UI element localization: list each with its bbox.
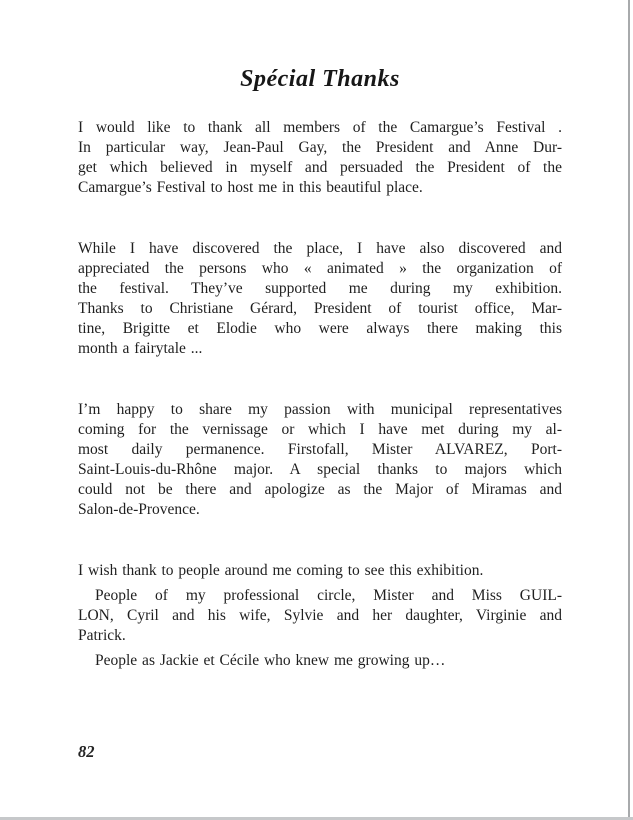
text-line: month a fairytale ... <box>78 340 203 357</box>
text-line: coming for the vernissage or which I have met during my al- <box>78 421 562 438</box>
text-line: most daily permanence. Firstofall, Mister ALVAREZ, Port- <box>78 441 562 458</box>
paragraph <box>78 651 562 671</box>
text-line: LON, Cyril and his wife, Sylvie and her daughter, Virginie and <box>78 607 562 624</box>
text-line: Thanks to Christiane Gérard, President of tourist office, Mar- <box>78 300 562 317</box>
paragraph <box>78 239 562 359</box>
page-number: 82 <box>78 742 95 761</box>
page-title: Spécial Thanks <box>240 66 400 92</box>
text-line: appreciated the persons who « animated » the organization of <box>78 260 562 277</box>
text-line: could not be there and apologize as the Major of Miramas and <box>78 481 562 498</box>
text-line: While I have discovered the place, I have also discovered and <box>78 240 562 257</box>
paragraph <box>78 400 562 520</box>
scan-edge-right <box>628 0 630 818</box>
text-line: In particular way, Jean-Paul Gay, the President and Anne Dur- <box>78 139 562 156</box>
text-line: Camargue’s Festival to host me in this beautiful place. <box>78 179 423 196</box>
paragraph <box>78 118 562 198</box>
text-line: the festival. They’ve supported me during my exhibition. <box>78 280 562 297</box>
text-line: People of my professional circle, Mister and Miss GUIL- <box>95 587 562 604</box>
text-line: I’m happy to share my passion with municipal representatives <box>78 401 562 418</box>
paragraph <box>78 561 562 581</box>
text-line: People as Jackie et Cécile who knew me growing up… <box>95 652 446 669</box>
text-line: Patrick. <box>78 627 126 644</box>
paragraph <box>78 586 562 646</box>
text-line: I would like to thank all members of the Camargue’s Festival . <box>78 119 562 136</box>
text-line: Saint-Louis-du-Rhône major. A special thanks to majors which <box>78 461 562 478</box>
body-text <box>78 118 562 671</box>
text-line: tine, Brigitte et Elodie who were always there making this <box>78 320 562 337</box>
text-line: get which believed in myself and persuaded the President of the <box>78 159 562 176</box>
text-line: I wish thank to people around me coming to see this exhibition. <box>78 562 484 579</box>
text-line: Salon-de-Provence. <box>78 501 200 518</box>
